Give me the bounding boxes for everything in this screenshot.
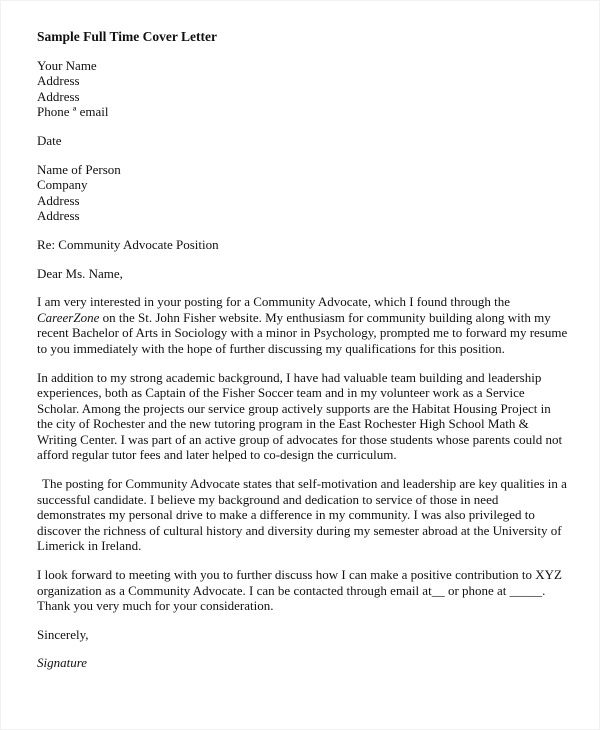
date-line: Date: [37, 132, 62, 148]
salutation: Dear Ms. Name,: [37, 265, 123, 281]
body-paragraph-4: I look forward to meeting with you to further discuss how I can make a positive contribution to XYZ organization as a Community Advocate. I can be contacted through email at__ or phone at _____. Thank you very much for your consideration.: [37, 567, 562, 614]
careerzone-italic-text: CareerZone: [37, 309, 100, 325]
recipient-address-line: Address: [37, 192, 80, 208]
closing: Sincerely,: [37, 626, 89, 642]
sender-address-line: Address: [37, 73, 80, 89]
paragraph-text: I am very interested in your posting for a Community Advocate, which I found through the: [37, 294, 510, 310]
body-paragraph-2: In addition to my strong academic background, I have had valuable team building and leadership experiences, both as Captain of the Fisher Soccer team and in my volunteer work as a Service Scholar. Among the projects our service group actively supports are the Habitat Housing Project in the city of Rochester and the new tutoring program in the East Rochester High School Math & Writing Center. I was part of an active group of advocates for those students whose parents could not afford regular tutor fees and later helped to co-design the curriculum.: [37, 369, 563, 463]
subject-line: Re: Community Advocate Position: [37, 236, 219, 252]
sender-name-line: Your Name: [37, 57, 97, 73]
sender-address-line: Address: [37, 88, 80, 104]
paragraph-text: on the St. John Fisher website. My enthusiasm for community building along with my recent Bachelor of Arts in Sociology with a minor in Psychology, prompted me to forward my resume to you immediately with the hope of further discussing my qualifications for this position.: [37, 309, 568, 356]
body-paragraph-1: [37, 294, 569, 356]
signature: Signature: [37, 655, 88, 671]
date-block: [37, 133, 569, 149]
recipient-company-line: Company: [37, 177, 88, 193]
sender-phone-email-line: Phone ª email: [37, 104, 109, 120]
recipient-address-line: Address: [37, 208, 80, 224]
page-title: Sample Full Time Cover Letter: [37, 29, 217, 44]
body-paragraph-3: The posting for Community Advocate states that self-motivation and leadership are key qualities in a successful candidate. I believe my background and dedication to service of those in need demonstrates my personal drive to make a difference in my community. I was also privileged to discover the richness of cultural history and diversity during my semester abroad at the University of Limerick in Ireland.: [37, 476, 567, 554]
recipient-name-line: Name of Person: [37, 161, 121, 177]
recipient-address-block: [37, 162, 569, 224]
sender-address-block: [37, 58, 569, 120]
